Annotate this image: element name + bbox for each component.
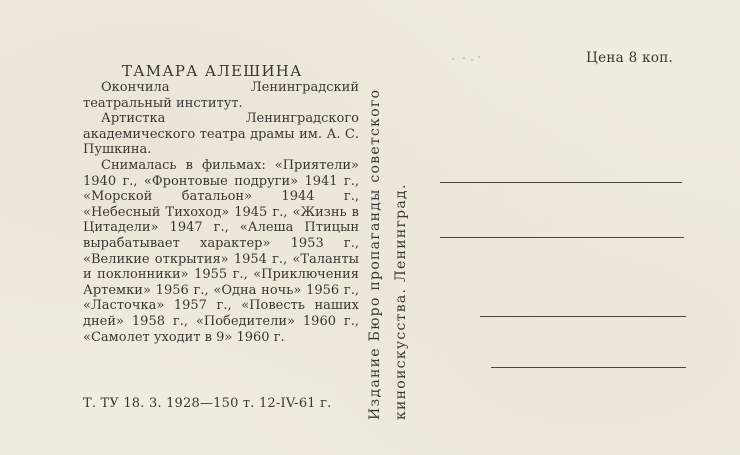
bio-paragraph-filmography: Снималась в фильмах: «Приятели» 1940 г., «Фронтовые подруги» 1941 г., «Морской батальон» 1944 г., «Небесный Тихоход» 1945 г., «Жизнь в Цитадели» 1947 г., «Алеша Птицын вырабатывает характер» 1953 г., «Великие открытия» 1954 г., «Таланты и поклонники» 1955 г., «Приключения Артемки» 1956 г., «Одна ночь» 1956 г., «Ласточка» 1957 г., «Повесть наших дней» 1958 г., «Победители» 1960 г., «Самолет уходит в 9» 1960 г. xyxy=(83,157,359,345)
paper-speck xyxy=(471,59,473,61)
publisher-line-2: киноискусства. Ленинград. xyxy=(393,183,409,420)
address-line xyxy=(440,237,684,238)
address-line xyxy=(440,182,682,183)
bio-paragraph-education: Окончила Ленинградский театральный институт. xyxy=(83,80,359,111)
address-line xyxy=(480,316,686,317)
paper-speck xyxy=(463,57,465,59)
paper-speck xyxy=(452,58,454,60)
paper-speck xyxy=(478,56,480,58)
publisher-line-1: Издание Бюро пропаганды советского xyxy=(367,88,383,420)
print-run-info: Т. ТУ 18. 3. 1928—150 т. 12-IV-61 г. xyxy=(83,396,332,411)
biography-block xyxy=(83,80,359,345)
bio-paragraph-theatre: Артистка Ленинградского академического театра драмы им. А. С. Пушкина. xyxy=(83,111,359,158)
address-line xyxy=(491,367,686,368)
price-label: Цена 8 коп. xyxy=(586,50,674,66)
actress-name-heading: ТАМАРА АЛЕШИНА xyxy=(122,62,303,80)
